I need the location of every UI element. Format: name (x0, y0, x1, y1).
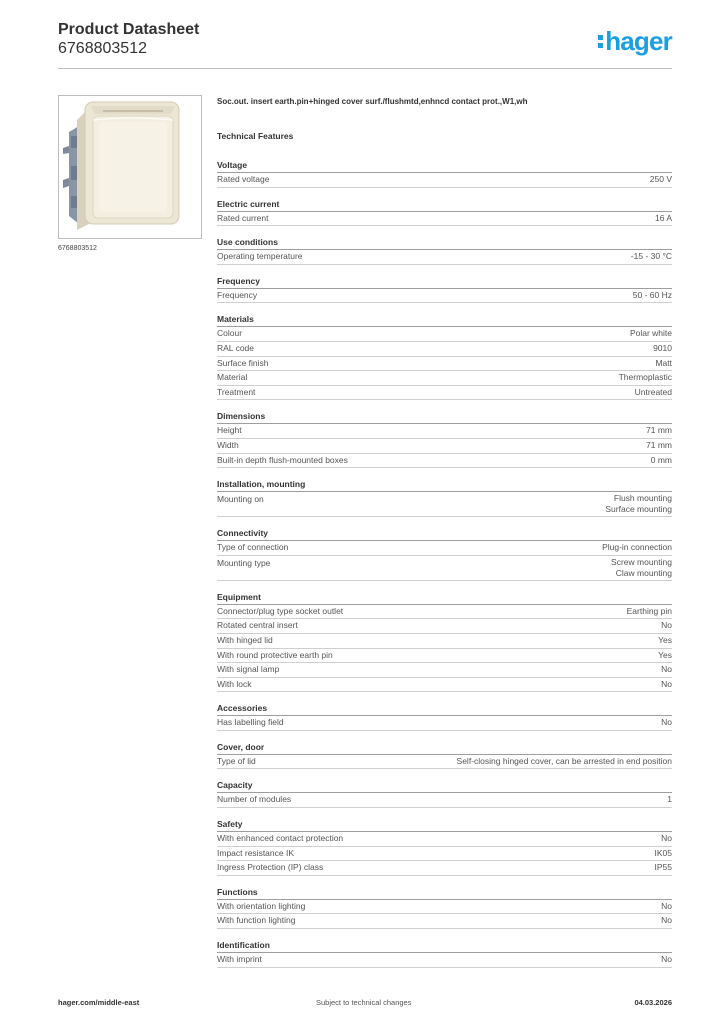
feature-value-line: Self-closing hinged cover, can be arrested in end position (456, 755, 672, 766)
feature-value (658, 649, 672, 663)
feature-value (661, 832, 672, 846)
feature-value-line: Plug-in connection (602, 542, 672, 553)
feature-row (217, 492, 672, 517)
footer-date: 04.03.2026 (634, 998, 672, 1007)
feature-value (635, 386, 672, 400)
feature-label: Mounting on (217, 494, 264, 505)
feature-section (217, 479, 672, 517)
feature-row (217, 914, 672, 929)
feature-value (631, 250, 672, 264)
feature-row (217, 755, 672, 770)
feature-row (217, 953, 672, 968)
feature-value-line: 250 V (649, 174, 672, 184)
feature-label: With hinged lid (217, 634, 273, 645)
feature-value-line: 50 - 60 Hz (632, 289, 672, 300)
feature-label: Treatment (217, 386, 256, 397)
feature-value-line: Matt (655, 357, 672, 368)
feature-value (661, 900, 672, 914)
feature-row (217, 649, 672, 664)
feature-value (650, 173, 672, 187)
feature-label: With round protective earth pin (217, 649, 333, 660)
logo-dots-icon (598, 32, 604, 50)
feature-section (217, 411, 672, 468)
feature-label: Built-in depth flush-mounted boxes (217, 454, 348, 465)
feature-row (217, 793, 672, 808)
feature-value (655, 847, 673, 861)
feature-row (217, 439, 672, 454)
feature-row (217, 619, 672, 634)
feature-row (217, 900, 672, 915)
feature-section (217, 237, 672, 265)
feature-value-line: 71 mm (646, 439, 672, 450)
section-title: Identification (217, 940, 672, 953)
feature-section (217, 160, 672, 188)
feature-value-line: No (661, 678, 672, 689)
feature-label: With imprint (217, 954, 262, 965)
feature-label: With lock (217, 678, 252, 689)
feature-value-line: 1 (667, 794, 672, 805)
feature-row (217, 250, 672, 265)
section-title: Cover, door (217, 742, 672, 755)
feature-value (619, 371, 672, 385)
feature-label: With function lighting (217, 915, 296, 926)
feature-label: Rated current (217, 212, 269, 223)
feature-label: Ingress Protection (IP) class (217, 862, 324, 873)
feature-label: Type of connection (217, 542, 289, 553)
feature-row (217, 173, 672, 188)
feature-label: With orientation lighting (217, 900, 306, 911)
feature-value (661, 914, 672, 928)
footer-website-link[interactable]: hager.com/middle-east (58, 998, 140, 1007)
product-number: 6768803512 (58, 40, 147, 57)
feature-value-line: IP55 (654, 862, 672, 873)
feature-row (217, 212, 672, 227)
feature-value-line: Yes (658, 634, 672, 645)
page-title: Product Datasheet (58, 21, 200, 38)
feature-label: Surface finish (217, 357, 269, 368)
feature-value-line: No (661, 717, 672, 728)
feature-section (217, 276, 672, 304)
section-title: Accessories (217, 703, 672, 716)
feature-section (217, 887, 672, 929)
feature-label: Frequency (217, 289, 258, 300)
feature-value (627, 605, 672, 619)
feature-value (658, 634, 672, 648)
section-title: Dimensions (217, 411, 672, 424)
feature-value-line: No (661, 900, 672, 911)
feature-value (661, 663, 672, 677)
feature-value-line: No (661, 954, 672, 965)
feature-value-line: Thermoplastic (618, 372, 672, 383)
socket-outlet-product-icon (59, 96, 202, 239)
feature-section (217, 940, 672, 968)
feature-value (653, 342, 672, 356)
feature-value (651, 454, 672, 468)
feature-value-line: No (661, 620, 672, 631)
feature-value-line: Surface mounting (605, 504, 672, 515)
feature-label: Connector/plug type socket outlet (217, 605, 344, 616)
feature-row (217, 634, 672, 649)
feature-row (217, 556, 672, 581)
feature-section (217, 314, 672, 400)
feature-value-line: Yes (658, 649, 672, 660)
feature-value-line: -15 - 30 °C (630, 251, 672, 262)
feature-value-line: Polar white (629, 328, 672, 339)
feature-value (602, 541, 672, 555)
section-title: Installation, mounting (217, 479, 672, 492)
feature-row (217, 663, 672, 678)
feature-section (217, 528, 672, 581)
feature-label: Height (217, 425, 242, 436)
feature-row (217, 327, 672, 342)
feature-row (217, 716, 672, 731)
feature-value-line: Screw mounting (611, 556, 672, 567)
feature-section (217, 742, 672, 770)
section-title: Connectivity (217, 528, 672, 541)
feature-value-line: 16 A (654, 212, 672, 223)
feature-value-line: Earthing pin (626, 605, 672, 616)
feature-value (630, 327, 672, 341)
feature-value (661, 716, 672, 730)
feature-label: Rotated central insert (217, 620, 298, 631)
feature-row (217, 424, 672, 439)
feature-label: Has labelling field (217, 717, 284, 728)
feature-row (217, 357, 672, 372)
datasheet-content (217, 96, 672, 979)
feature-row (217, 371, 672, 386)
feature-label: Material (217, 372, 248, 383)
feature-section (217, 819, 672, 876)
feature-row (217, 605, 672, 620)
feature-value (661, 953, 672, 967)
section-title: Equipment (217, 592, 672, 605)
feature-label: With enhanced contact protection (217, 833, 344, 844)
feature-label: Operating temperature (217, 251, 303, 262)
section-title: Functions (217, 887, 672, 900)
section-title: Electric current (217, 199, 672, 212)
feature-label: Type of lid (217, 755, 256, 766)
feature-value-line: No (661, 833, 672, 844)
product-image (58, 95, 202, 239)
feature-label: Impact resistance IK (217, 847, 295, 858)
section-title: Materials (217, 314, 672, 327)
feature-value (655, 357, 672, 371)
feature-value (605, 493, 672, 515)
feature-label: Rated voltage (217, 174, 270, 184)
section-title: Voltage (217, 160, 672, 173)
feature-value (655, 861, 673, 875)
feature-value (655, 212, 672, 226)
product-description: Soc.out. insert earth.pin+hinged cover surf./flushmtd,enhncd contact prot.,W1,wh (217, 97, 528, 106)
feature-value (633, 289, 672, 303)
feature-row (217, 454, 672, 469)
feature-label: Number of modules (217, 794, 292, 805)
brand-logo[interactable] (598, 26, 672, 57)
image-caption: 6768803512 (58, 245, 97, 252)
feature-value-line: No (661, 664, 672, 675)
feature-label: Width (217, 439, 239, 450)
feature-value (611, 557, 672, 579)
feature-row (217, 678, 672, 693)
header-divider (58, 68, 672, 69)
logo-text: hager (605, 26, 672, 56)
feature-value (646, 439, 672, 453)
feature-value (667, 793, 672, 807)
feature-row (217, 541, 672, 556)
feature-row (217, 832, 672, 847)
feature-value-line: No (661, 915, 672, 926)
feature-label: Mounting type (217, 557, 271, 568)
feature-row (217, 289, 672, 304)
feature-sections (217, 160, 672, 968)
feature-row (217, 386, 672, 401)
feature-label: RAL code (217, 342, 255, 353)
feature-value-line: Claw mounting (615, 567, 672, 578)
feature-section (217, 703, 672, 731)
feature-label: With signal lamp (217, 664, 280, 675)
feature-section (217, 199, 672, 227)
feature-value (457, 755, 672, 769)
footer-notice: Subject to technical changes (316, 998, 412, 1007)
feature-value-line: Flush mounting (613, 493, 672, 504)
feature-value (646, 424, 672, 438)
feature-value-line: IK05 (654, 847, 672, 858)
section-title: Use conditions (217, 237, 672, 250)
section-title: Frequency (217, 276, 672, 289)
feature-value-line: 71 mm (646, 425, 672, 436)
feature-value-line: Untreated (634, 386, 672, 397)
feature-row (217, 342, 672, 357)
feature-value-line: 9010 (653, 342, 672, 353)
feature-value-line: 0 mm (650, 454, 672, 465)
technical-features-heading: Technical Features (217, 131, 294, 141)
feature-row (217, 847, 672, 862)
feature-row (217, 861, 672, 876)
page-header (58, 20, 672, 70)
feature-value (661, 619, 672, 633)
section-title: Capacity (217, 780, 672, 793)
section-title: Safety (217, 819, 672, 832)
feature-section (217, 592, 672, 693)
feature-section (217, 780, 672, 808)
feature-label: Colour (217, 328, 243, 339)
feature-value (661, 678, 672, 692)
